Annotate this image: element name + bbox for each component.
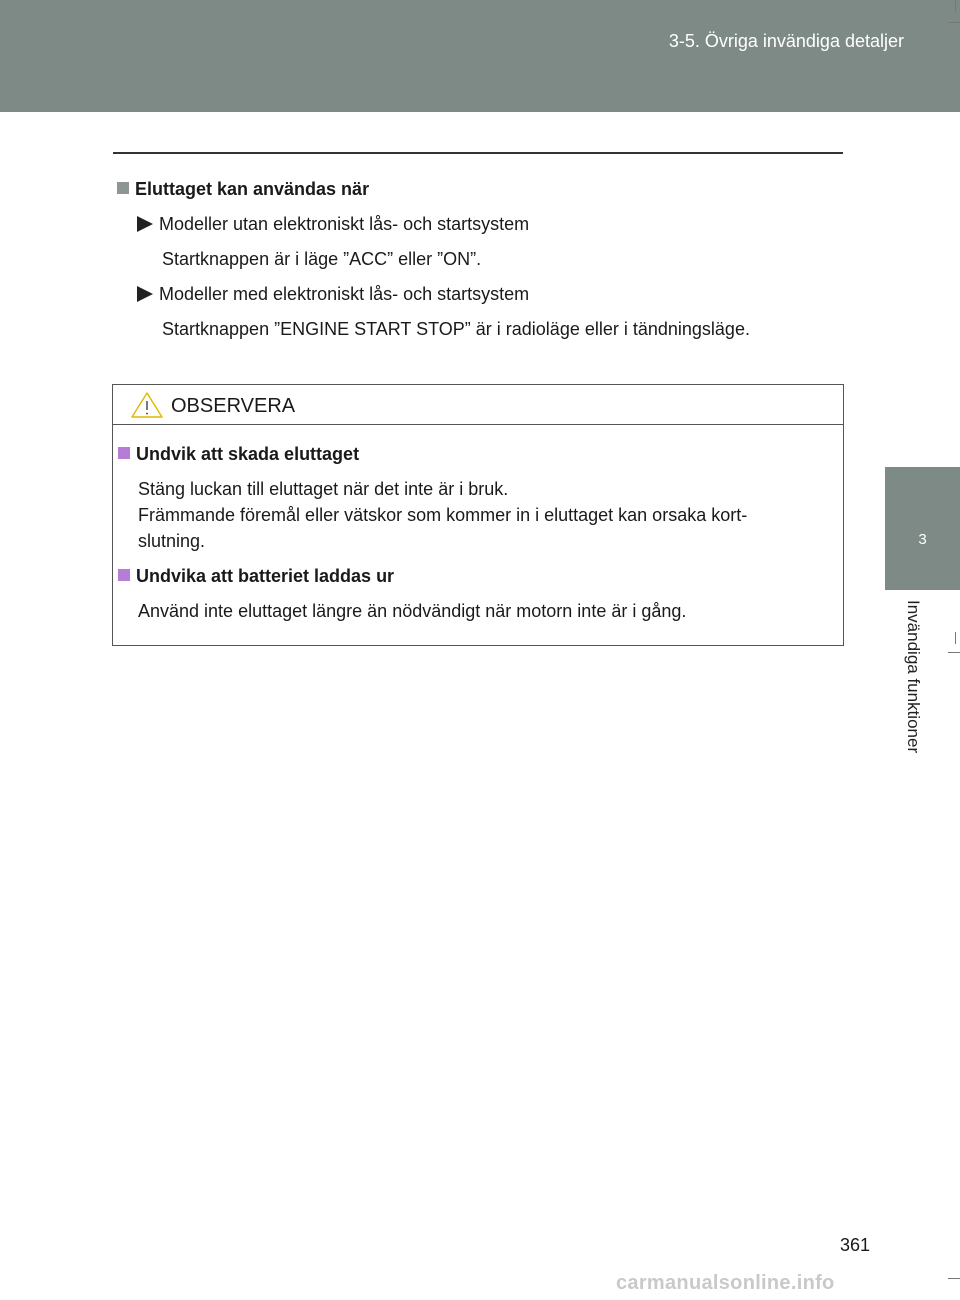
section-heading: Eluttaget kan användas när bbox=[117, 179, 369, 200]
chapter-label: Invändiga funktioner bbox=[904, 600, 923, 754]
item-description: Startknappen är i läge ”ACC” eller ”ON”. bbox=[162, 249, 482, 269]
crop-mark bbox=[955, 0, 956, 12]
caution-text: Använd inte eluttaget längre än nödvändigt när motorn inte är i gång. bbox=[138, 601, 687, 621]
caution-heading: Undvika att batteriet laddas ur bbox=[118, 566, 394, 587]
chapter-tab bbox=[885, 467, 960, 590]
caution-text: Stäng luckan till eluttaget när det inte är i bruk. bbox=[138, 479, 509, 499]
chapter-number: 3 bbox=[918, 531, 927, 548]
crop-mark bbox=[955, 632, 956, 644]
list-item: Modeller med elektroniskt lås- och startsystem bbox=[137, 284, 529, 305]
crop-mark bbox=[948, 652, 960, 653]
list-item: Modeller utan elektroniskt lås- och startsystem bbox=[137, 214, 529, 235]
caution-title: OBSERVERA bbox=[171, 395, 296, 417]
caution-box bbox=[112, 384, 844, 646]
item-description: Startknappen ”ENGINE START STOP” är i radioläge eller i tändningsläge. bbox=[162, 319, 750, 339]
triangle-bullet-icon bbox=[137, 216, 153, 232]
caution-text: slutning. bbox=[138, 531, 206, 551]
caution-heading: Undvik att skada eluttaget bbox=[118, 444, 359, 465]
chapter-title: 3-5. Övriga invändiga detaljer bbox=[668, 31, 904, 51]
caution-text: Främmande föremål eller vätskor som kommer in i eluttaget kan orsaka kort- bbox=[138, 505, 748, 525]
watermark: carmanualsonline.info bbox=[616, 1272, 835, 1294]
triangle-bullet-icon bbox=[137, 286, 153, 302]
section-divider bbox=[113, 152, 843, 154]
caution-header bbox=[113, 385, 843, 425]
page-number: 361 bbox=[840, 1235, 871, 1255]
warning-triangle-icon bbox=[130, 391, 164, 419]
square-bullet-icon bbox=[118, 569, 130, 581]
crop-mark bbox=[948, 1278, 960, 1279]
page-header bbox=[0, 0, 960, 112]
crop-mark bbox=[948, 22, 960, 23]
square-bullet-icon bbox=[118, 447, 130, 459]
square-bullet-icon bbox=[117, 182, 129, 194]
